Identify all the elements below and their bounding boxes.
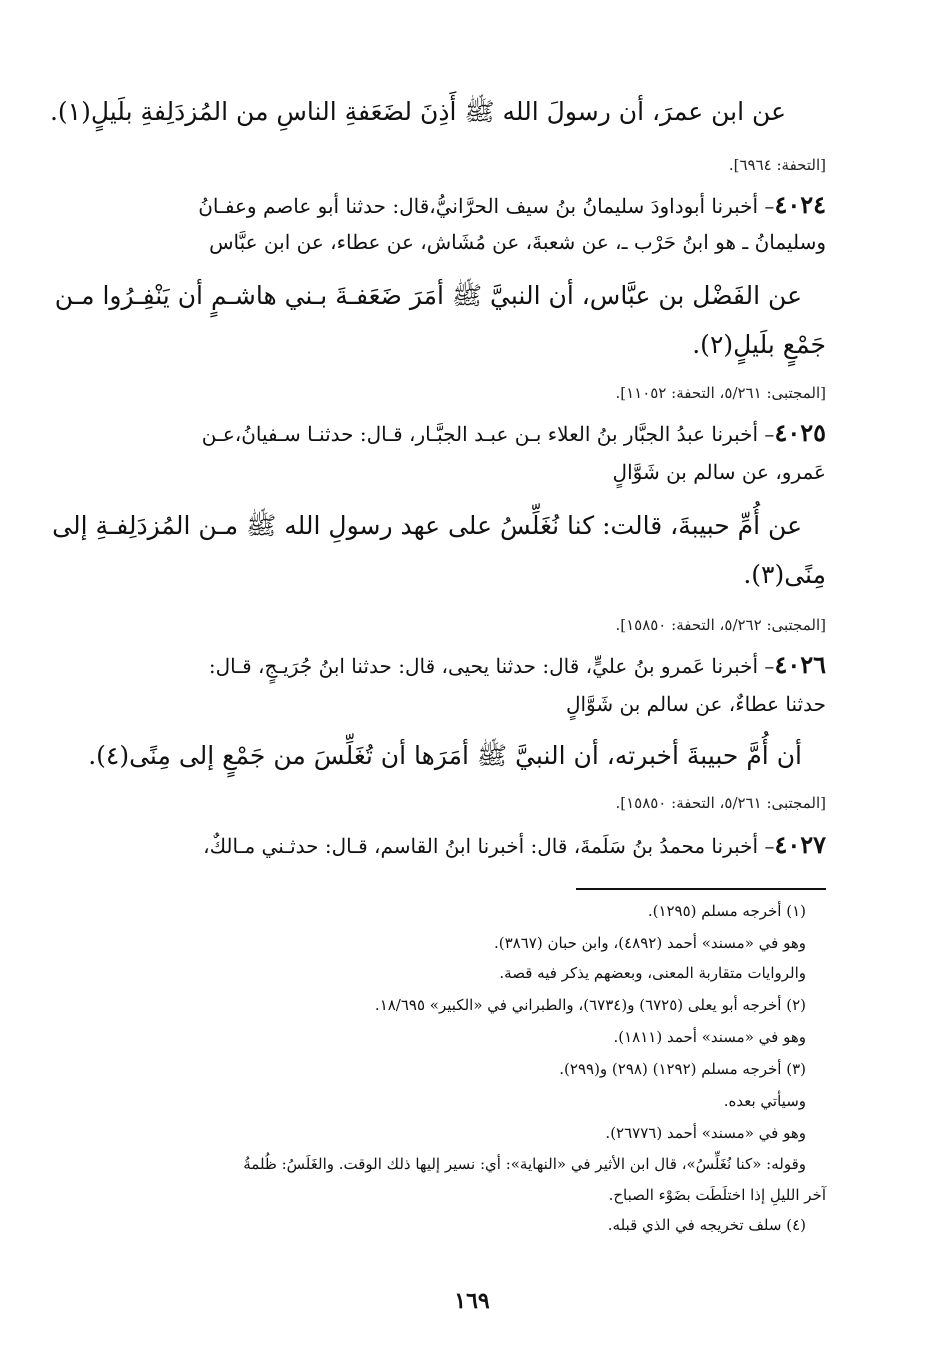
footnote-line: (١) أخرجه مسلم (١٢٩٥). bbox=[647, 902, 806, 920]
footnote-line: (٤) سلف تخريجه في الذي قبله. bbox=[607, 1216, 806, 1234]
footnote-line: وهو في «مسند» أحمد (٤٨٩٢)، وابن حبان (٣٨٦٧). bbox=[494, 934, 806, 952]
matn-4024-line-2: جَمْعٍ بلَيلٍ(٢). bbox=[692, 330, 826, 359]
isnad-4026-line-2: حدثنا عطاءٌ، عن سالم بن شَوَّالٍ bbox=[565, 692, 826, 716]
isnad-4025-line-2: عَمرو، عن سالم بن شَوَّالٍ bbox=[612, 460, 826, 484]
reference-4025: [المجتبى: ٥/٢٦٢، التحفة: ١٥٨٥٠]. bbox=[615, 616, 826, 634]
matn-4026: أن أُمَّ حبيبةَ أخبرته، أن النبيَّ ﷺ أمَرَها أن تُغَلِّسَ من جَمْعٍ إلى مِنًى(٤). bbox=[88, 741, 802, 770]
isnad-4025-line-1 bbox=[118, 418, 826, 447]
isnad-4026-line-1 bbox=[118, 650, 826, 679]
matn-4024-line-1: عن الفَضْل بن عبَّاس، أن النبيَّ ﷺ أمَرَ ضَعَفـةَ بـني هاشـمٍ أن يَنْفِـرُوا مـن bbox=[54, 281, 802, 310]
footnote-divider bbox=[576, 888, 826, 890]
isnad-4024-line-2: وسليمانُ ـ هو ابنُ حَرْب ـ، عن شعبةَ، عن مُشَاش، عن عطاء، عن ابن عبَّاس bbox=[209, 230, 826, 254]
footnote-line: والروايات متقاربة المعنى، وبعضهم يذكر فيه قصة. bbox=[499, 964, 806, 982]
isnad-4025-text: – أخبرنا عبدُ الجبَّار بنُ العلاء بـن عبـد الجبَّـار، قـال: حدثنـا سـفيانُ،عـن bbox=[201, 422, 775, 446]
footnote-line: آخر الليلِ إذا اختلَطَت بضَوْء الصباح. bbox=[608, 1186, 826, 1204]
isnad-4027-text: – أخبرنا محمدُ بنُ سَلَمةَ، قال: أخبرنا ابنُ القاسم، قـال: حدثـني مـالكٌ، bbox=[203, 834, 775, 858]
footnote-line: وهو في «مسند» أحمد (١٨١١). bbox=[613, 1028, 806, 1046]
matn-4025-line-1: عن أُمِّ حبيبةَ، قالت: كنا نُغَلِّسُ على عهد رسولِ الله ﷺ مـن المُزدَلِفـةِ إلى bbox=[52, 511, 802, 540]
isnad-4024-line-1 bbox=[118, 190, 826, 219]
page-number: ١٦٩ bbox=[454, 1288, 490, 1314]
hadith-number-4024: ٤٠٢٤ bbox=[774, 190, 826, 219]
reference-4024: [المجتبى: ٥/٢٦١، التحفة: ١١٠٥٢]. bbox=[615, 384, 826, 402]
matn-4025-line-2: مِنًى(٣). bbox=[743, 560, 826, 589]
footnote-line: (٣) أخرجه مسلم (١٢٩٢) (٢٩٨) و(٢٩٩). bbox=[559, 1060, 806, 1078]
isnad-4027-line-1 bbox=[118, 830, 826, 859]
reference-4023: [التحفة: ٦٩٦٤]. bbox=[728, 156, 826, 174]
isnad-4024-text: – أخبرنا أبوداودَ سليمانُ بنُ سيف الحرَّانيُّ،قال: حدثنا أبو عاصم وعفـانُ bbox=[198, 194, 775, 218]
footnote-line: وهو في «مسند» أحمد (٢٦٧٧٦). bbox=[605, 1124, 806, 1142]
reference-4026: [المجتبى: ٥/٢٦١، التحفة: ١٥٨٥٠]. bbox=[615, 794, 826, 812]
hadith-number-4025: ٤٠٢٥ bbox=[774, 418, 826, 447]
footnote-line: (٢) أخرجه أبو يعلى (٦٧٢٥) و(٦٧٣٤)، والطبراني في «الكبير» ١٨/٦٩٥. bbox=[374, 996, 806, 1014]
footnote-line: وسيأتي بعده. bbox=[723, 1092, 806, 1110]
matn-4023: عن ابن عمرَ، أن رسولَ الله ﷺ أَذِنَ لضَعَفةِ الناسِ من المُزدَلِفةِ بلَيلٍ(١). bbox=[49, 97, 786, 126]
hadith-number-4027: ٤٠٢٧ bbox=[774, 830, 826, 859]
hadith-number-4026: ٤٠٢٦ bbox=[774, 650, 826, 679]
footnote-line: وقوله: «كنا نُغَلِّسُ»، قال ابن الأثير في «النهاية»: أي: نسير إليها ذلك الوقت. والغَلَسُ: ظُلمةُ bbox=[243, 1155, 806, 1173]
isnad-4026-text: – أخبرنا عَمرو بنُ عليٍّ، قال: حدثنا يحيى، قال: حدثنا ابنُ جُرَيـجٍ، قـال: bbox=[208, 654, 775, 678]
book-page bbox=[49, 0, 826, 1362]
